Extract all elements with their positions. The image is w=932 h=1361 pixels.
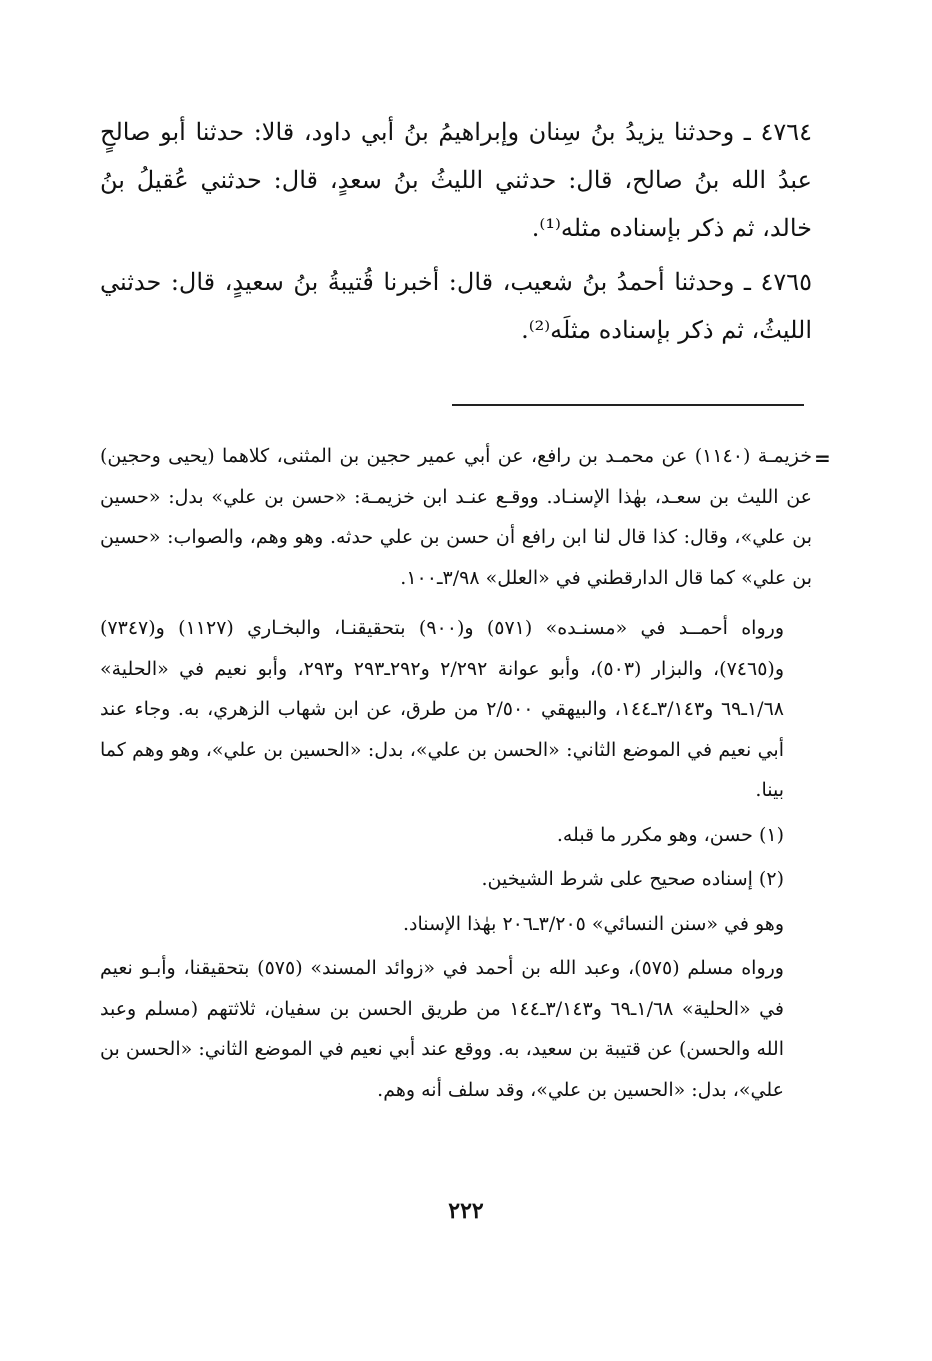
hadith-4765: ٤٧٦٥ ـ وحدثنا أحمدُ بنُ شعيب، قال: أخبرنا قُتيبةُ بنُ سعيدٍ، قال: حدثني الليثُ، ثم ذكر بإسناده مثلَه⁽²⁾. [100, 268, 812, 344]
footnote-1: (١) حسن، وهو مكرر ما قبله. [556, 823, 784, 846]
footnote-paragraph: ورواه مسلم (٥٧٥)، وعبد الله بن أحمد في «زوائد المسند» (٥٧٥) بتحقيقنا، وأبـو نعيم في «الحلية» ١/٦٨ـ٦٩ و٣/١٤٣ـ١٤٤ من طريق الحسن بن سفيان، ثلاثتهم (مسلم وعبد الله والحسن) عن قتيبة بن سعيد، به. ووقع عند أبي نعيم في الموضع الثاني: «الحسن بن علي»، بدل: «الحسين بن علي»، وقد سلف أنه وهم. [100, 957, 785, 1101]
footnote-continuation-mark: = [814, 446, 831, 470]
footnote-separator [452, 404, 804, 406]
footnote-2: (٢) إسناده صحيح على شرط الشيخين. [481, 868, 784, 890]
main-text [100, 108, 812, 360]
footnote-paragraph: وهو في «سنن النسائي» ٣/٢٠٥ـ٢٠٦ بهٰذا الإسناد. [403, 912, 784, 935]
footnotes [100, 436, 812, 1114]
page-number: ٢٢٢ [448, 1198, 484, 1224]
footnote-continuation: خزيمـة (١١٤٠) عن محمـد بن رافع، عن أبي عمير حجين بن المثنى، كلاهما (يحيى وحجين) عن الليث بن سعـد، بهٰذا الإسنـاد. ووقـع عنـد ابن خزيمـة: «حسن بن علي» بدل: «حسين بن علي»، وقال: كذا قال لنا ابن رافع أن حسن بن علي حدثه. وهو وهم، والصواب: «حسين بن علي» كما قال الدارقطني في «العلل» ٣/٩٨ـ١٠٠. [100, 445, 812, 589]
footnote-paragraph: ورواه أحمــد في «مسنـده» (٥٧١) و(٩٠٠) بتحقيقنـا، والبخـاري (١١٢٧) و(٧٣٤٧) و(٧٤٦٥)، والبزار (٥٠٣)، وأبو عوانة ٢/٢٩٢ و٢٩٢ـ٢٩٣ و٢٩٣، وأبو نعيم في «الحلية» ١/٦٨ـ٦٩ و٣/١٤٣ـ١٤٤، والبيهقي ٢/٥٠٠ من طرق، عن ابن شهاب الزهري، به. وجاء عند أبي نعيم في الموضع الثاني: «الحسن بن علي»، بدل: «الحسين بن علي»، وهو وهم كما بينا. [100, 617, 785, 801]
hadith-4764: ٤٧٦٤ ـ وحدثنا يزيدُ بنُ سِنان وإبراهيمُ بنُ أبي داود، قالا: حدثنا أبو صالحٍ عبدُ الله بنُ صالح، قال: حدثني الليثُ بنُ سعدٍ، قال: حدثني عُقيلُ بنُ خالد، ثم ذكر بإسناده مثله⁽¹⁾. [100, 118, 812, 242]
